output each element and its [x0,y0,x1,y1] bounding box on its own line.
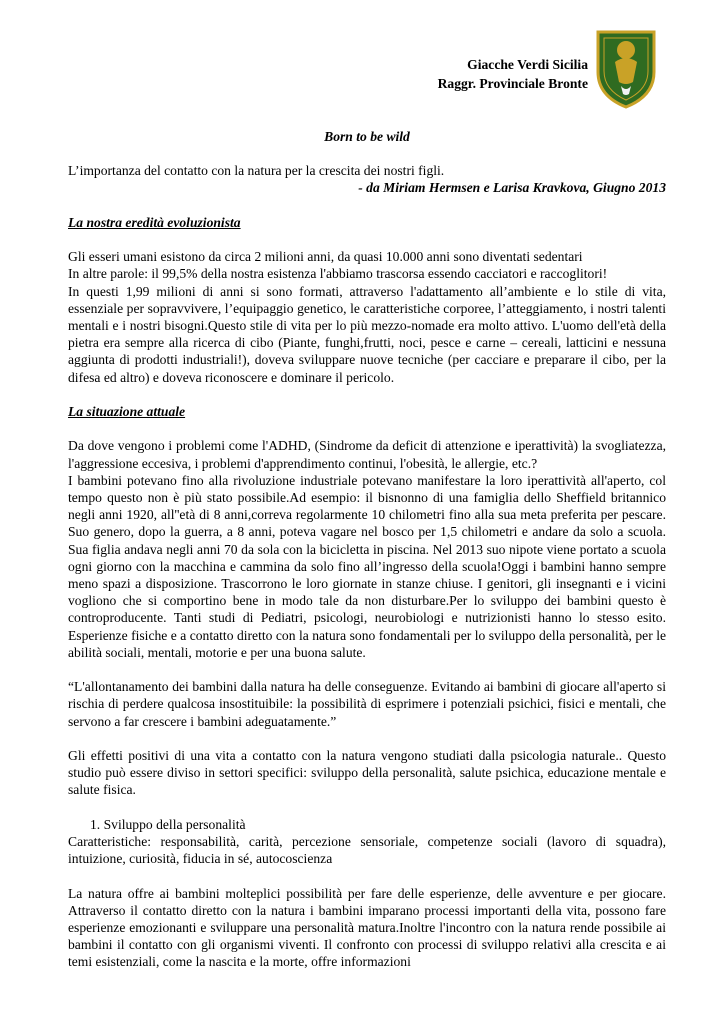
list-item: 1. Sviluppo della personalità [90,816,246,832]
paragraph: Caratteristiche: responsabilità, carità, percezione sensoriale, competenze sociali (lavoro di squadra), intuizione, curiosità, fiducia in sé, autocoscienza [68,834,666,867]
doc-title: Born to be wild [324,129,410,144]
doc-author: - da Miriam Hermsen e Larisa Kravkova, Giugno 2013 [358,180,666,196]
shield-logo-icon [593,28,659,110]
doc-subtitle: L’importanza del contatto con la natura per la crescita dei nostri figli. [68,163,445,179]
org-subtitle: Raggr. Provinciale Bronte [437,76,588,91]
paragraph: Gli esseri umani esistono da circa 2 milioni anni, da quasi 10.000 anni sono diventati sedentari [68,249,583,265]
paragraph: Da dove vengono i problemi come l'ADHD, (Sindrome da deficit di attenzione e iperattività) la svogliatezza, l'aggressione eccesiva, i problemi d'apprendimento continui, l'obesità, le allergie, etc.? [68,438,666,471]
org-name: Giacche Verdi Sicilia [467,57,588,72]
paragraph: In altre parole: il 99,5% della nostra esistenza l'abbiamo trascorsa essendo cacciatori e raccoglitori! [68,266,608,282]
document-body [68,128,666,971]
paragraph: In questi 1,99 milioni di anni si sono formati, attraverso l'adattamento all’ambiente e lo stile di vita, essenziale per sopravvivere, l’equipaggio genetico, le caratteristiche corporee, l’atteggiamento, i nostri talenti mentali e i nostri bisogni.Questo stile di vita per lo più mezzo-nomade era molto attivo. L'uomo dell'età della pietra era sempre alla ricerca di cibo (Piante, funghi,frutti, noci, pesce e carne – cereali, latticini e nessuna aggiunta di prodotti industriali!), doveva sviluppare nuove tecniche (per cacciare e preparare il cibo, per la difesa ed altro) e doveva riconoscere e dominare il pericolo. [68,283,666,385]
section-heading: La nostra eredità evoluzionista [68,214,241,230]
header [438,55,588,93]
paragraph: I bambini potevano fino alla rivoluzione industriale potevano manifestare la loro iperattività all'aperto, col tempo questo non è più stato possibile.Ad esempio: il bisnonno di una famiglia dello Sheffield britannico negli anni 1920, all''età di 8 anni,correva regolarmente 10 chilometri fino alla sua meta preferita per pescare. Suo genero, dopo la guerra, a 8 anni, poteva vagare nel bosco per 1,5 chilometri e andare da solo a scuola. Sua figlia andava negli anni 70 da sola con la bicicletta in piscina. Nel 2013 suo nipote viene portato a scuola ogni giorno con la macchina e cammina da solo fino all’ingresso della scuola!Oggi i bambini hanno sempre meno spazi a disposizione. Trascorrono le loro giornate in stanze chiuse. I genitori, gli insegnanti e i vicini vogliono che si comportino bene in modo tale da non disturbare.Per lo sviluppo dei bambini questo è controproducente. Tanti studi di Pediatri, psicologi, neurobiologi e nutrizionisti hanno lo stesso esito. Esperienze fisiche e a contatto diretto con la natura sono fondamentali per lo sviluppo della personalità, per le abilità sociali, mentali, motorie e per una buona salute. [68,472,666,660]
section-heading: La situazione attuale [68,404,186,419]
paragraph: La natura offre ai bambini molteplici possibilità per fare delle esperienze, delle avventure e per giocare. Attraverso il contatto diretto con la natura i bambini imparano processi importanti della vita, possono fare esperienze emozionanti e sviluppare una personalità matura.Inoltre l'incontro con la natura rende possibile ai bambini il contatto con gli organismi viventi. Il confronto con processi di sviluppo relativi alla crescita e ai temi esistenziali, come la nascita e la morte, offre informazioni [68,885,666,970]
quote-paragraph: “L'allontanamento dei bambini dalla natura ha delle conseguenze. Evitando ai bambini di giocare all'aperto si rischia di perdere qualcosa insostituibile: la possibilità di esprimere i potenziali psichici, fisici e mentali, che servono a far crescere i bambini adeguatamente.” [68,679,666,729]
paragraph: Gli effetti positivi di una vita a contatto con la natura vengono studiati dalla psicologia naturale.. Questo studio può essere diviso in settori specifici: sviluppo della personalità, salute psichica, educazione mentale e salute fisica. [68,748,666,798]
